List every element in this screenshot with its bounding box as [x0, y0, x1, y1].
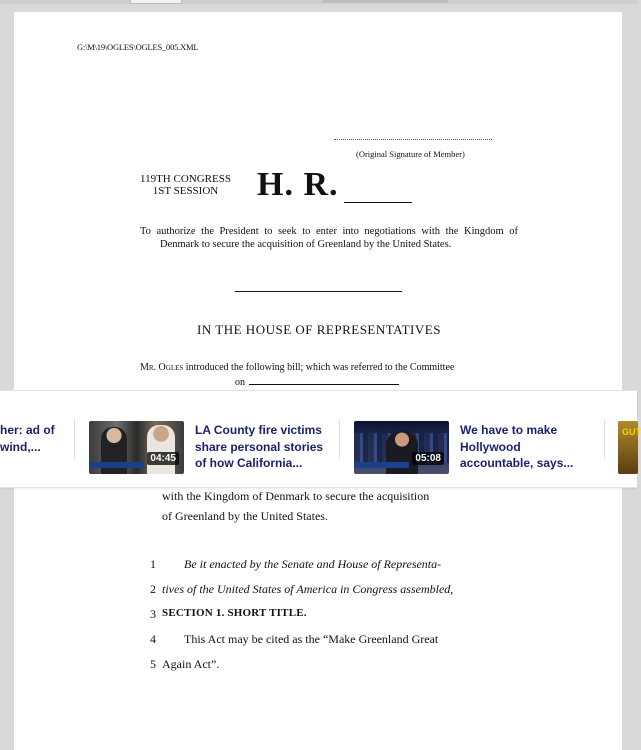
- file-path: G:\M\19\OGLES\OGLES_005.XML: [77, 42, 199, 52]
- line-number: 3: [150, 607, 156, 621]
- thumbnail-text: GUT: [622, 427, 641, 437]
- video-separator: [604, 419, 605, 459]
- signature-line: [334, 139, 492, 140]
- session-label: 1ST SESSION: [152, 185, 219, 197]
- video-strip: [0, 390, 641, 488]
- news-lower-third: [354, 462, 409, 468]
- top-toolbar: [0, 0, 637, 4]
- video-separator: [339, 419, 340, 459]
- news-lower-third: [89, 462, 144, 468]
- introduction-text: [140, 362, 498, 373]
- short-title-text: This Act may be cited as the “Make Greenland Great: [184, 632, 439, 646]
- bill-line: [142, 657, 512, 682]
- video-title[interactable]: her: ad of wind,...: [0, 423, 55, 454]
- signature-caption: (Original Signature of Member): [356, 149, 465, 159]
- line-number: 5: [150, 657, 156, 671]
- video-title[interactable]: We have to make Hollywood accountable, says...: [460, 423, 574, 470]
- chamber-heading: IN THE HOUSE OF REPRESENTATIVES: [197, 322, 441, 337]
- sponsor-name: Mr. Ogles: [140, 362, 184, 373]
- video-card[interactable]: [354, 391, 604, 487]
- bill-line: [142, 632, 512, 657]
- bill-line: [142, 557, 512, 582]
- video-card[interactable]: [89, 391, 339, 487]
- video-card[interactable]: [618, 391, 641, 487]
- toolbar-tab[interactable]: [130, 0, 182, 4]
- committee-line: [235, 377, 399, 388]
- bill-body: [142, 557, 512, 682]
- committee-on-label: on: [235, 377, 245, 388]
- video-title[interactable]: LA County fire victims share personal stories of how California...: [195, 423, 324, 470]
- introduction-body: introduced the following bill; which was referred to the Committee: [183, 362, 455, 373]
- enacting-clause: Be it enacted by the Senate and House of Representa-: [184, 557, 442, 571]
- bill-line: [142, 582, 512, 607]
- video-thumbnail[interactable]: [354, 421, 449, 474]
- line-number: 1: [150, 557, 156, 571]
- congress-session: [140, 173, 231, 197]
- bill-number-blank: [344, 202, 412, 203]
- congress-label: 119TH CONGRESS: [140, 173, 231, 185]
- short-title-cont: Again Act”.: [162, 657, 220, 671]
- bill-line: [142, 607, 512, 632]
- enacting-clause-cont: tives of the United States of America in Congress assembled,: [162, 582, 454, 596]
- video-duration: 05:08: [412, 452, 444, 465]
- video-separator: [74, 419, 75, 459]
- title-line-2: with the Kingdom of Denmark to secure the acquisition: [162, 489, 430, 503]
- section-heading: SECTION 1. SHORT TITLE.: [162, 607, 307, 619]
- line-number: 2: [150, 582, 156, 596]
- document-page: [14, 12, 622, 750]
- video-card[interactable]: [0, 391, 72, 487]
- person-figure: [147, 425, 175, 474]
- line-number: 4: [150, 632, 156, 646]
- committee-blank: [249, 384, 399, 385]
- toolbar-tab-active[interactable]: [322, 0, 448, 3]
- video-thumbnail[interactable]: [89, 421, 184, 474]
- video-thumbnail[interactable]: [618, 421, 641, 474]
- video-duration: 04:45: [147, 452, 179, 465]
- divider: [235, 291, 402, 292]
- bill-purpose: To authorize the President to seek to enter into negotiations with the Kingdom of Denmark to secure the acquisition of Greenland by the United States.: [140, 226, 518, 250]
- title-line-3: of Greenland by the United States.: [162, 509, 328, 523]
- bill-prefix: H. R.: [257, 166, 339, 203]
